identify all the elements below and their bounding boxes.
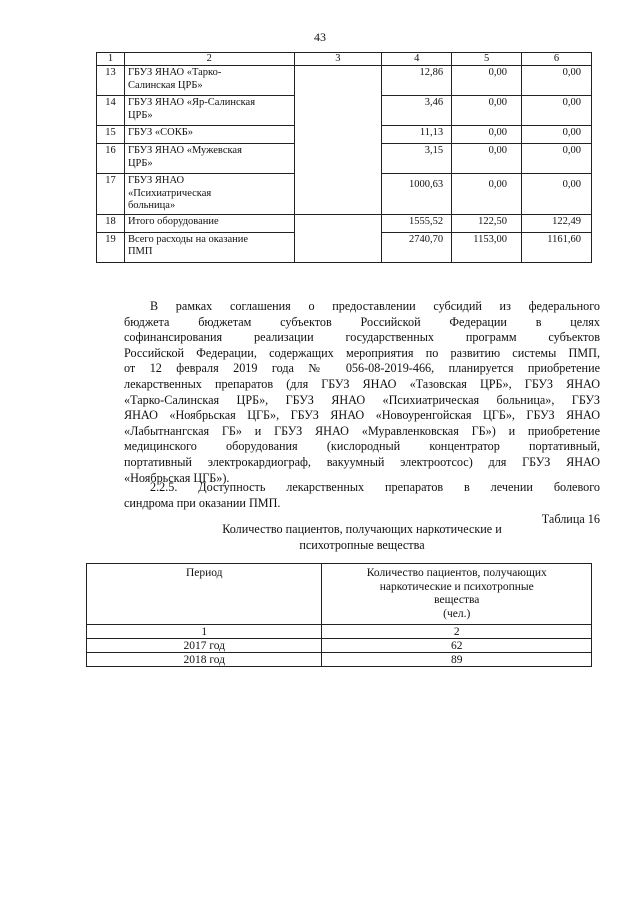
text-line: от 12 февраля 2019 года № 056-08-2019-466, планируется приобретение [124, 361, 600, 376]
row-value-col6: 0,00 [522, 66, 592, 96]
row-value-col5: 122,50 [452, 214, 522, 232]
row-value-col4: 11,13 [382, 126, 452, 144]
text-line: медицинского оборудования (кислородный концентратор портативный, [124, 439, 600, 454]
row-name: Всего расходы на оказание ПМП [124, 232, 294, 262]
row-value-col4: 3,15 [382, 144, 452, 174]
table-row [97, 66, 592, 96]
row-number: 17 [97, 174, 125, 215]
row-value-col6: 0,00 [522, 144, 592, 174]
text-line: бюджета бюджетам субъектов Российской Федерации в целях [124, 314, 600, 329]
row-value: 62 [322, 639, 592, 653]
row-value-col5: 0,00 [452, 144, 522, 174]
table-row [87, 639, 592, 653]
row-value-col4: 2740,70 [382, 232, 452, 262]
header-cell: 4 [382, 53, 452, 66]
row-number: 15 [97, 126, 125, 144]
header-cell: 5 [452, 53, 522, 66]
text-line: ЯНАО «Ноябрьская ЦГБ», ГБУЗ ЯНАО «Новоуренгойская ЦГБ», ГБУЗ ЯНАО [124, 408, 600, 423]
row-number: 16 [97, 144, 125, 174]
text-line: лекарственных препаратов (для ГБУЗ ЯНАО «Тазовская ЦРБ», ГБУЗ ЯНАО [124, 376, 600, 391]
text-line: «Лабытнангская ГБ» и ГБУЗ ЯНАО «Муравленковская ГБ») и приобретение [124, 423, 600, 438]
text-line: софинансирования реализации государственных программ субъектов [124, 330, 600, 345]
header-cell: 6 [522, 53, 592, 66]
header-cell: 3 [294, 53, 382, 66]
row-name: ГБУЗ ЯНАО «Тарко- Салинская ЦРБ» [124, 66, 294, 96]
column-number: 2 [322, 625, 592, 639]
row-value-col5: 0,00 [452, 96, 522, 126]
text-line: синдрома при оказании ПМП. [124, 495, 281, 510]
text-line: портативный электрокардиограф, вакуумный электроотсос) для ГБУЗ ЯНАО [124, 454, 600, 469]
row-number: 14 [97, 96, 125, 126]
text-line: В рамках соглашения о предоставлении субсидий из федерального [150, 299, 600, 313]
text-line: 2.2.5. Доступность лекарственных препаратов в лечении болевого [150, 480, 600, 494]
row-value-col4: 12,86 [382, 66, 452, 96]
header-cell-period: Период [87, 564, 322, 625]
expenses-table [96, 52, 592, 263]
row-name: ГБУЗ ЯНАО «Психиатрическая больница» [124, 174, 294, 215]
row-name: ГБУЗ ЯНАО «Яр-Салинская ЦРБ» [124, 96, 294, 126]
row-value-col6: 0,00 [522, 96, 592, 126]
table-header-row [87, 564, 592, 625]
column-number: 1 [87, 625, 322, 639]
empty-cell [294, 66, 382, 215]
row-number: 18 [97, 214, 125, 232]
table-label: Таблица 16 [541, 512, 600, 526]
table-row [87, 653, 592, 667]
row-value-col6: 0,00 [522, 126, 592, 144]
row-value-col6: 1161,60 [522, 232, 592, 262]
row-value-col5: 0,00 [452, 66, 522, 96]
table-header-row [97, 53, 592, 66]
row-value-col6: 0,00 [522, 174, 592, 215]
section-paragraph [124, 480, 600, 511]
subsidy-paragraph [124, 299, 600, 486]
row-period: 2017 год [87, 639, 322, 653]
row-value-col5: 1153,00 [452, 232, 522, 262]
row-period: 2018 год [87, 653, 322, 667]
page-number: 43 [314, 30, 326, 44]
text-line: «Тарко-Салинская ЦРБ», ГБУЗ ЯНАО «Психиатрическая больница», ГБУЗ [124, 392, 600, 407]
table-title: Количество пациентов, получающих наркотические и психотропные вещества [222, 522, 502, 552]
row-value-col5: 0,00 [452, 126, 522, 144]
row-number: 13 [97, 66, 125, 96]
empty-cell [294, 214, 382, 262]
header-cell-count: Количество пациентов, получающих наркотические и психотропные вещества (чел.) [322, 564, 592, 625]
row-value-col4: 3,46 [382, 96, 452, 126]
column-number-row [87, 625, 592, 639]
header-cell: 2 [124, 53, 294, 66]
row-name: ГБУЗ ЯНАО «Мужевская ЦРБ» [124, 144, 294, 174]
text-line: Российской Федерации, содержащих мероприятия по развитию системы ПМП, [124, 345, 600, 360]
row-value-col4: 1000,63 [382, 174, 452, 215]
row-value-col5: 0,00 [452, 174, 522, 215]
row-name: ГБУЗ «СОКБ» [124, 126, 294, 144]
row-value: 89 [322, 653, 592, 667]
table-row [97, 214, 592, 232]
row-value-col4: 1555,52 [382, 214, 452, 232]
row-value-col6: 122,49 [522, 214, 592, 232]
patients-table [86, 563, 592, 667]
header-cell: 1 [97, 53, 125, 66]
text-line: «Ноябрьская ЦГБ»). [124, 470, 230, 485]
row-number: 19 [97, 232, 125, 262]
row-name: Итого оборудование [124, 214, 294, 232]
